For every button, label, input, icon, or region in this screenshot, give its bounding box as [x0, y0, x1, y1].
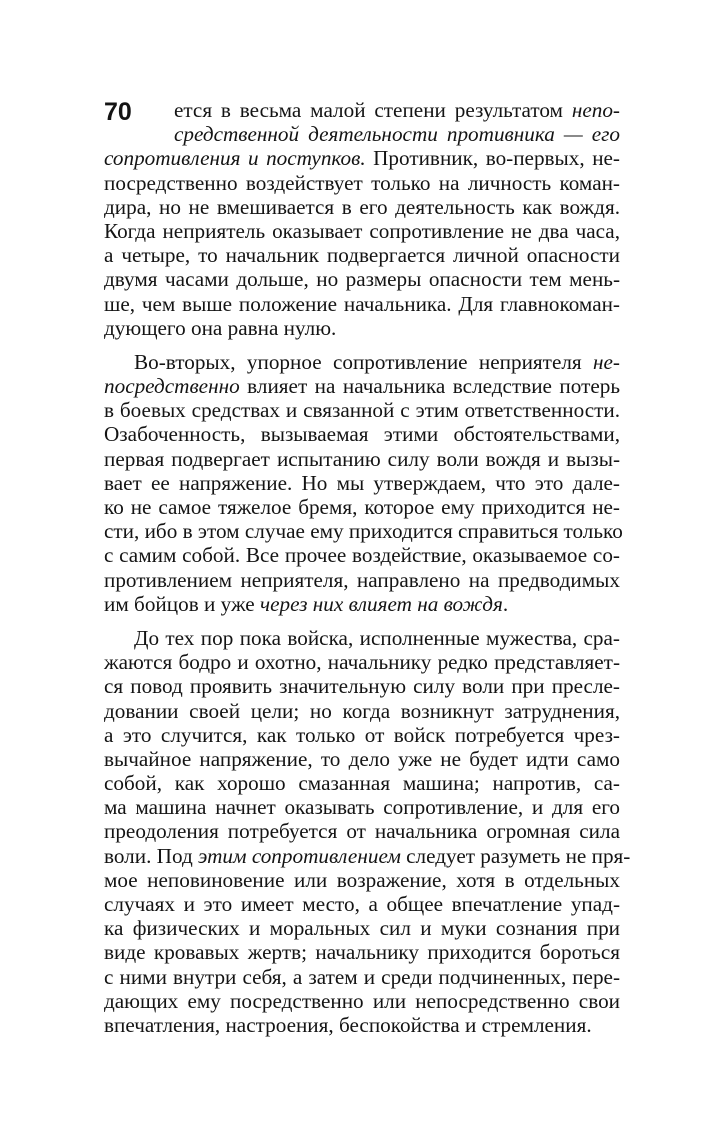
text-line — [104, 422, 620, 446]
text-span: ся повод проявить значительную силу воли при пресле- — [104, 674, 620, 699]
text-span: впечатления, настроения, беспокойства и стремления. — [104, 1012, 592, 1037]
text-line — [104, 723, 620, 747]
text-span: влияет на начальника вследствие потерь — [239, 374, 620, 399]
text-span: виде кровавых жертв; начальнику приходится бороться — [104, 940, 620, 965]
text-line — [104, 916, 620, 940]
text-span: Когда неприятель оказывает сопротивление не два часа, — [104, 218, 620, 243]
text-line — [104, 1013, 620, 1037]
paragraph — [104, 616, 631, 1037]
text-span: преодоления потребуется от начальника огромная сила — [104, 819, 620, 844]
text-line — [104, 989, 620, 1013]
text-line — [104, 219, 620, 243]
text-span: противлением неприятеля, направлено на предводимых — [104, 567, 620, 592]
text-line — [104, 316, 620, 340]
text-span: . — [502, 591, 509, 616]
text-span: а это случится, как только от войск потребуется чрез- — [104, 722, 620, 747]
text-span: Противник, во-первых, не- — [365, 146, 620, 171]
text-span: в боевых средствах и связанной с этим ответственности. — [104, 398, 620, 423]
italic-span: через них влияет на вождя — [260, 591, 503, 616]
text-line — [104, 699, 620, 723]
text-line — [104, 519, 623, 544]
text-line — [104, 374, 620, 398]
text-line — [104, 771, 620, 795]
text-span: первая подвергает испытанию силу воли вождя и вызы- — [104, 446, 620, 471]
page-number: 70 — [104, 98, 132, 126]
paragraph — [104, 340, 623, 616]
text-line — [104, 592, 620, 616]
text-line — [104, 98, 620, 122]
text-span: вычайное напряжение, то дело уже не будет идти само — [104, 746, 620, 771]
text-span: собой, как хорошо смазанная машина; напротив, са- — [104, 771, 620, 796]
text-line — [104, 543, 620, 567]
text-span: следует разуметь не пря- — [400, 843, 631, 868]
italic-span: средственной деятельности противника — его — [174, 122, 620, 147]
paragraph-gap — [104, 340, 620, 350]
text-span: дира, но не вмешивается в его деятельность как вождя. — [104, 194, 620, 219]
text-line — [104, 122, 620, 146]
text-line — [104, 171, 620, 195]
text-span: ма машина начнет оказывать сопротивление, и для его — [104, 795, 620, 820]
text-span: ше, чем выше положение начальника. Для главнокоман- — [104, 291, 620, 316]
text-span: ется в весьма малой степени результатом — [174, 98, 572, 122]
text-line — [104, 940, 620, 964]
text-line — [104, 868, 620, 892]
italic-span: этим сопротивлением — [198, 843, 401, 868]
text-span: им бойцов и уже — [104, 591, 260, 616]
text-span: ко не самое тяжелое бремя, которое ему приходится не- — [104, 495, 620, 519]
text-line — [104, 747, 620, 771]
paragraph-gap — [104, 616, 620, 626]
paragraph — [104, 98, 620, 340]
text-line — [104, 965, 620, 989]
text-span: дающих ему посредственно или непосредственно свои — [104, 988, 620, 1013]
text-span: двумя часами дольше, но размеры опасности тем мень- — [104, 267, 620, 292]
text-line — [104, 447, 620, 471]
text-span: ка физических и моральных сил и муки сознания при — [104, 916, 620, 941]
text-span: дующего она равна нулю. — [104, 315, 337, 340]
text-span: случаях и это имеет место, а общее впечатление упад- — [104, 892, 620, 916]
text-span: мое неповиновение или возражение, хотя в отдельных — [104, 867, 620, 892]
text-line — [104, 568, 620, 592]
text-span: вает ее напряжение. Но мы утверждаем, что это дале- — [104, 470, 620, 495]
text-line — [104, 795, 620, 819]
text-span: посредственно воздействует только на личность коман- — [104, 170, 620, 195]
text-span: с самим собой. Все прочее воздействие, оказываемое со- — [104, 543, 620, 568]
text-line — [104, 892, 620, 916]
text-span: Озабоченность, вызываемая этими обстоятельствами, — [104, 422, 620, 447]
text-span: Во-вторых, упорное сопротивление неприятеля — [134, 349, 594, 374]
text-line — [104, 495, 620, 519]
text-line — [104, 243, 620, 267]
page-body — [104, 98, 631, 1037]
text-line — [104, 650, 620, 674]
text-span: довании своей цели; но когда возникнут затруднения, — [104, 698, 620, 723]
italic-span: сопротивления и поступков. — [104, 146, 366, 171]
text-line — [104, 350, 620, 374]
italic-span: непо- — [571, 98, 620, 122]
text-span: с ними внутри себя, а затем и среди подчиненных, пере- — [104, 964, 620, 989]
text-line — [104, 819, 620, 843]
text-span: а четыре, то начальник подвергается личной опасности — [104, 243, 620, 268]
text-line — [104, 471, 620, 495]
text-line — [104, 674, 620, 698]
text-line — [104, 843, 631, 868]
text-line — [104, 195, 620, 219]
italic-span: не- — [593, 349, 620, 374]
text-span: жаются бодро и охотно, начальнику редко представляет- — [104, 650, 620, 675]
text-line — [104, 146, 620, 170]
text-line — [104, 626, 620, 650]
text-line — [104, 292, 620, 316]
text-line — [104, 398, 620, 422]
text-span: сти, ибо в этом случае ему приходится справиться только — [104, 519, 623, 544]
italic-span: посредственно — [104, 374, 240, 399]
text-span: До тех пор пока войска, исполненные мужества, сра- — [134, 625, 620, 650]
text-line — [104, 267, 620, 291]
text-span: воли. Под — [104, 843, 199, 868]
